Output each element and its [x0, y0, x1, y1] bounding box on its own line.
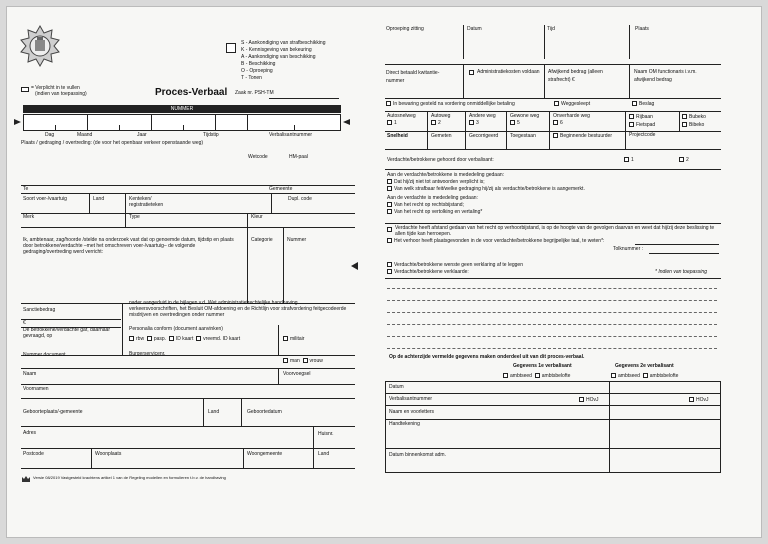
label-naam-voorletters: Naam en voorletters — [389, 409, 435, 415]
signature-table — [385, 381, 721, 473]
gender-options: man vrouw — [283, 358, 323, 365]
nummer-bar: NUMMER — [23, 105, 341, 113]
gv2-options: ambtseed ambtsbelofte — [611, 373, 678, 380]
checkbox-weggesleept[interactable] — [554, 101, 559, 106]
personalia-label: Personalia conform (document aanvinken) — [129, 326, 223, 332]
label-euro: € — [23, 320, 26, 326]
label-wetcode: Wetcode — [248, 154, 268, 160]
document-options: rbw pasp. ID kaart vreemd. ID kaart — [129, 336, 240, 343]
arrow-right-icon — [13, 117, 23, 127]
mandatory-sub: (indien van toepassing) — [35, 91, 87, 97]
mandatory-indicator — [21, 87, 29, 92]
mandatory-label: = Verplicht in te vullen — [31, 85, 80, 91]
checkbox-hovj-2[interactable] — [689, 397, 694, 402]
label-kenteken: Kenteken/ registratieteken — [129, 196, 164, 208]
checkbox-hovj-1[interactable] — [579, 397, 584, 402]
label-nummer: Nummer — [287, 237, 307, 243]
checkbox-vreemd-id[interactable] — [196, 336, 201, 341]
label-postcode: Postcode — [23, 451, 44, 457]
checkbox-med2-a[interactable] — [387, 202, 392, 207]
checkbox-rbw[interactable] — [129, 336, 134, 341]
checkbox-beginnende[interactable] — [553, 133, 558, 138]
label-datum: Datum — [467, 26, 482, 32]
road-gewone: Gewone weg 5 — [510, 113, 540, 126]
crown-icon — [21, 475, 31, 483]
checkbox-bewaring[interactable] — [386, 101, 391, 106]
gv1-options: ambtseed ambtsbelofte — [503, 373, 570, 380]
checkbox-man[interactable] — [283, 358, 288, 363]
label-geboorteplaats: Geboorteplaats/-gemeente — [23, 409, 83, 415]
checkbox-gv2-ambtsbelofte[interactable] — [643, 373, 648, 378]
checkbox-geen-verklaring[interactable] — [387, 262, 392, 267]
label-geboortedatum: Geboortedatum — [247, 409, 282, 415]
code-legend: S - Aankondiging van strafbeschikking K - Kennisgeving van bekeuring A - Aankondiging van beschikking B - Beschikking O - Oproeping T - Tonen — [241, 40, 326, 81]
arrow-left-icon — [341, 117, 351, 127]
label-land: Land — [93, 196, 105, 202]
label-bsn: Burgerservicenr. — [129, 351, 166, 357]
label-gehoord: Verdachte/betrokkene gehoord door verbalisant: — [387, 157, 494, 163]
footer-text: Versie 08/2019 Vastgesteld krachtens artikel 1 van de Regeling modellen en formulieren t.b.v. de handhaving — [33, 475, 226, 480]
hovj-2-wrap: HOvJ — [689, 397, 709, 404]
indien-note: * Indien van toepassing — [655, 269, 707, 275]
label-projectcode: Projectcode — [629, 132, 656, 138]
checkbox-road-2[interactable] — [431, 120, 436, 125]
afstand-text: Verdachte heeft afstand gedaan van het recht op verhoorbijstand, is op de hoogte van de gevolgen daarvan en weet dat hij/zij deze beslissing te allen tijde kan herroepen. — [395, 225, 715, 237]
label-maand: Maand — [77, 132, 93, 138]
bewaring-wrap: In bewaring gesteld na vordering onmiddellijke betaling — [386, 101, 515, 108]
label-kleur: Kleur — [251, 214, 263, 220]
label-verbalisantnummer-r: Verbalisantnummer — [389, 396, 433, 402]
checkbox-admin[interactable] — [469, 70, 474, 75]
label-gv2: Gegevens 2e verbalisant — [615, 363, 674, 369]
checkbox-verhoor[interactable] — [387, 238, 392, 243]
label-woongemeente: Woongemeente — [247, 451, 283, 457]
achterzijde-text: Op de achterzijde vermelde gegevens maken onderdeel uit van dit proces-verbaal. — [389, 354, 585, 360]
arrow-left-icon — [349, 261, 359, 271]
label-toegestaan: Toegestaan — [510, 133, 536, 139]
checkbox-med2-b[interactable] — [387, 209, 392, 214]
checkbox-vrouw[interactable] — [303, 358, 308, 363]
label-oproeping: Oproeping zitting — [386, 26, 424, 32]
checkbox-afstand[interactable] — [387, 227, 392, 232]
label-admin: Administratiekosten voldaan — [477, 69, 540, 75]
label-land-geboorte: Land — [208, 409, 220, 415]
checkbox-fietspad[interactable] — [629, 122, 634, 127]
label-gecorrigeerd: Gecorrigeerd — [469, 133, 499, 139]
checkbox-militair[interactable] — [283, 336, 288, 341]
label-dupl: Dupl. code — [288, 196, 312, 202]
label-tijd: Tijd — [547, 26, 555, 32]
zaak-nr: Zaak nr. PSH-TM — [235, 90, 274, 96]
label-merk: Merk — [23, 214, 35, 220]
checkbox-med1-b[interactable] — [387, 186, 392, 191]
verklaring-text: Ik, ambtenaar, zag/hoorde /stelde na onderzoek vast dat op genoemde datum, tijdstip en plaats door betrokkene/verdachte –met het omschreven voer-/vaartuig– de volgende gedraging/overtreding werd verricht: — [23, 237, 234, 255]
road-onverharde: Onverharde weg 6 — [553, 113, 590, 126]
label-handtekening: Handtekening — [389, 421, 420, 427]
label-tolknummer: Tolknummer : — [613, 246, 644, 252]
label-direct-betaald: Direct betaald kwitantie-nummer — [386, 70, 440, 84]
police-emblem — [19, 25, 61, 67]
checkbox-beslag[interactable] — [632, 101, 637, 106]
road-autosnelweg: Autosnelweg 1 — [387, 113, 416, 126]
label-naam: Naam — [23, 371, 37, 377]
road-autoweg: Autoweg 2 — [431, 113, 451, 126]
bubeko-bibeko: Bubeko Bibeko — [682, 114, 706, 129]
label-huisnr: Huisnr. — [318, 431, 334, 437]
betrokkene-text: De betrokkene/verdachte gaf, daarnaar gevraagd, op — [23, 327, 110, 339]
label-voornamen: Voornamen — [23, 386, 49, 392]
beslag-wrap: Beslag — [632, 101, 654, 108]
checkbox-pasp[interactable] — [147, 336, 152, 341]
rijbaan-fietspad: Rijbaan Fietspad — [629, 114, 655, 129]
checkbox-gv2-ambtseed[interactable] — [611, 373, 616, 378]
mededeling-block: Aan de verdachte/betrokkene is mededeling gedaan: Dat hij/zij niet tot antwoorden verplicht is; Van welk strafbaar feit/welke gedraging hij/zij als verdachte/betrokkene is aangemerkt. Aan de verdachte is mededeling gedaan: Van het recht op rechtsbijstand; Van het recht op vertolking en vertaling* — [387, 172, 585, 215]
checkbox-gehoord-1[interactable] — [624, 157, 629, 162]
verklaring-options: Verdachte/betrokkene wenste geen verklaring af te leggen Verdachte/betrokkene verklaarde: — [387, 262, 523, 277]
label-gemeente: Gemeente — [269, 186, 293, 192]
weggesleept-wrap: Weggesleept — [554, 101, 590, 108]
road-andere: Andere weg 3 — [469, 113, 496, 126]
checkbox-bubeko[interactable] — [682, 114, 687, 119]
label-sanctiebedrag: Sanctiebedrag — [23, 307, 56, 313]
label-voorvoegsel: Voorvoegsel — [283, 371, 311, 377]
label-nummer-document: Nummer document — [23, 352, 66, 358]
label-categorie: Categorie — [251, 237, 273, 243]
checkbox-road-6[interactable] — [553, 120, 558, 125]
aangeduid-text: nader aangeduid in de bijlagen v.d. Wet administratiefrechtelijke handhaving verkeersvoorschriften, het Besluit OM-afdoening en de Richtlijn voor strafvordering feitgecodeerde misdrijven en overtredingen onder nummer — [129, 300, 347, 318]
checkbox-med1-a[interactable] — [387, 179, 392, 184]
label-binnenkomst: Datum binnenkomst adm. — [389, 452, 446, 458]
label-dag: Dag — [45, 132, 55, 138]
label-adres: Adres — [23, 430, 37, 436]
checkbox-militair-wrap: militair — [283, 336, 304, 343]
checkbox-gv1-ambtsbelofte[interactable] — [535, 373, 540, 378]
gehoord-opt-2: 2 — [679, 157, 689, 164]
plaats-gedraging: Plaats / gedraging / overtreding: (de voor het openbaar verkeer openstaande weg) — [21, 140, 204, 146]
label-soort: Soort voer-/vaartuig — [23, 196, 67, 202]
label-te: Te — [23, 186, 29, 192]
checkbox-verklaarde[interactable] — [387, 269, 392, 274]
label-type: Type — [129, 214, 140, 220]
checkbox-road-1[interactable] — [387, 120, 392, 125]
label-gv1: Gegevens 1e verbalisant — [513, 363, 572, 369]
checkbox-bibeko[interactable] — [682, 122, 687, 127]
checkbox-gehoord-2[interactable] — [679, 157, 684, 162]
label-tijdstip: Tijdstip — [203, 132, 219, 138]
label-naam-om: Naam OM functionaris i.v.m. afwijkend bedrag — [634, 69, 697, 83]
proces-verbaal-form — [6, 6, 762, 538]
label-hm-paal: HM-paal — [289, 154, 308, 160]
beginnende-wrap: Beginnende bestuurder — [553, 133, 623, 140]
gehoord-opt-1: 1 — [624, 157, 634, 164]
label-afwijkend: Afwijkend bedrag (alleen strafrecht) € — [548, 69, 603, 83]
label-gemeten: Gemeten — [431, 133, 452, 139]
label-datum-sig: Datum — [389, 384, 404, 390]
label-verbalisantnummer: Verbalisantnummer — [269, 132, 313, 138]
verhoor-wrap: Het verhoor heeft plaatsgevonden in de voor verdachte/betrokkene begrijpelijke taal, te weten*: — [387, 238, 604, 245]
hovj-1-wrap: HOvJ — [579, 397, 599, 404]
label-plaats: Plaats — [635, 26, 649, 32]
label-woonplaats: Woonplaats — [95, 451, 122, 457]
form-title: Proces-Verbaal — [155, 87, 228, 98]
label-jaar: Jaar — [137, 132, 147, 138]
checkbox-road-3[interactable] — [469, 120, 474, 125]
label-snelheid: Snelheid — [387, 133, 408, 139]
checkbox-gv1-ambtseed[interactable] — [503, 373, 508, 378]
checkbox-id-kaart[interactable] — [169, 336, 174, 341]
checkbox-rijbaan[interactable] — [629, 114, 634, 119]
code-box[interactable] — [226, 43, 236, 53]
checkbox-road-5[interactable] — [510, 120, 515, 125]
label-land-woon: Land — [318, 451, 330, 457]
